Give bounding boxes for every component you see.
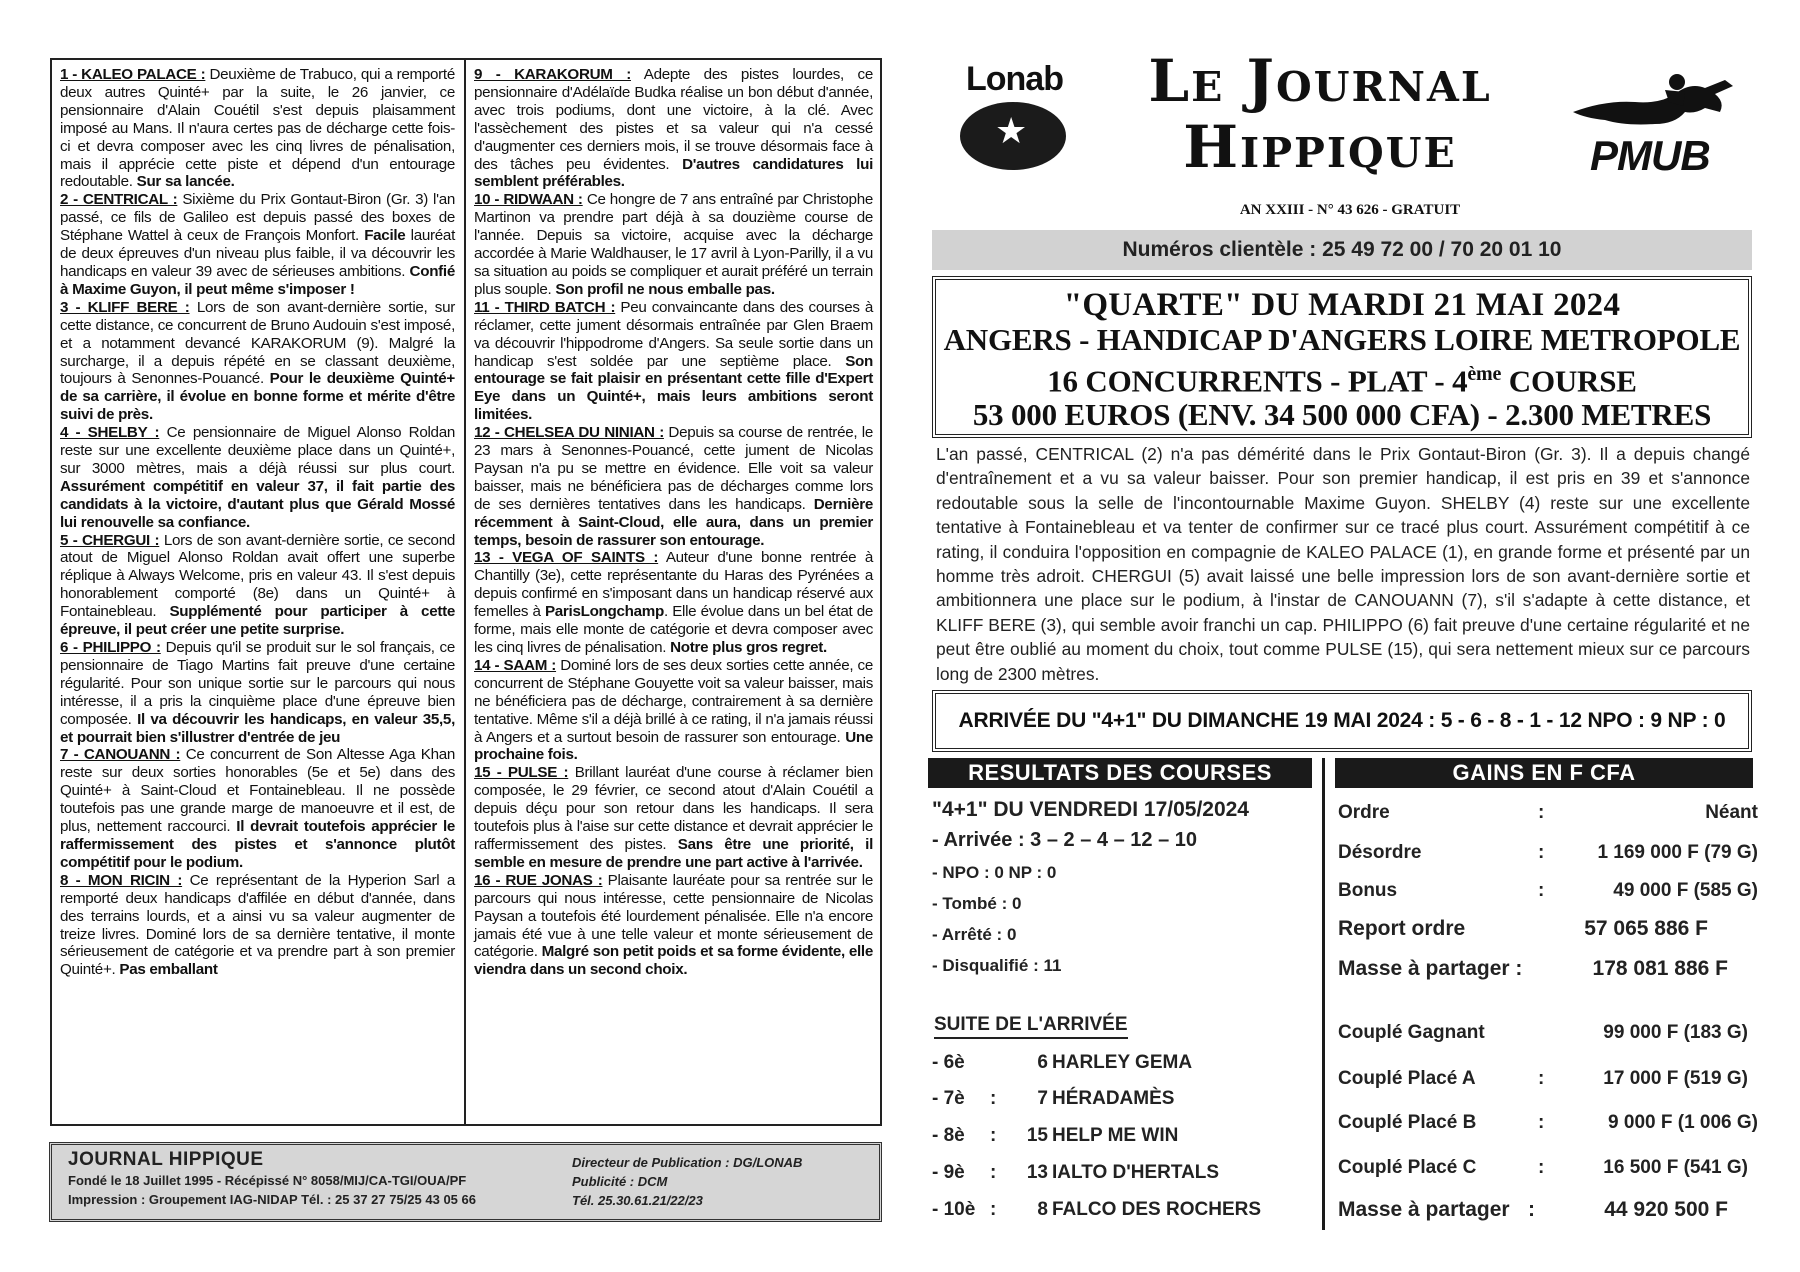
- gain-row-masse-couple: Masse à partager : 44 920 500 F: [1338, 1198, 1728, 1221]
- entry-pulse: 15 - PULSE : Brillant lauréat d'une course à réclamer bien composée, le 29 février, ce second atout d'Alain Couétil a depuis déçu pour son retour dans les handicaps. Il sera toutefois plus à l'aise sur cette distance et devrait apprécier le raffermissement des pistes. Sans être une priorité, il semble en mesure de prendre une part active à l'arrivée.: [474, 764, 873, 871]
- entry-mon-ricin: 8 - MON RICIN : Ce représentant de la Hyperion Sarl a remporté deux handicaps d'affilée en début d'année, dans des terrains lourds, et a ainsi vu sa valeur augmenter de treize livres. Dominé lors de sa dernière tentative, il monte sérieusement de catégorie et va prendre part à son premier Quinté+. Pas emballant: [60, 871, 456, 979]
- suite-row: - 8è : 15 HELP ME WIN: [932, 1125, 1179, 1146]
- footer-printing: Impression : Groupement IAG-NIDAP Tél. : 25 37 27 75/25 43 05 66: [68, 1192, 476, 1207]
- results-divider: [1322, 758, 1325, 1230]
- star-icon: ★: [995, 110, 1028, 151]
- journal-title-line-1: Le Journal: [1148, 47, 1492, 115]
- race-handicap: ANGERS - HANDICAP D'ANGERS LOIRE METROPOLE: [943, 322, 1741, 357]
- footer-left: [68, 1149, 538, 1209]
- results-block: [932, 796, 1312, 981]
- footer-phone: Tél. 25.30.61.21/22/23: [572, 1193, 703, 1208]
- suite-title: SUITE DE L'ARRIVÉE: [934, 1013, 1128, 1039]
- gain-row-report-ordre: Report ordre 57 065 886 F: [1338, 917, 1708, 940]
- suite-row: - 6è 6 HARLEY GEMA: [932, 1052, 1193, 1073]
- entry-rue-jonas: 16 - RUE JONAS : Plaisante lauréate pour sa rentrée sur le parcours qui nous intéresse, cette pensionnaire de Nicolas Paysan a toutefois été lourdement pénalisée. Elle n'a encore jamais été vue à une telle valeur et monte sérieusement de catégorie. Malgré son petit poids et sa forme évidente, elle viendra dans un second choix.: [474, 871, 874, 979]
- entry-canouann: 7 - CANOUANN : Ce concurrent de Son Altesse Aga Khan reste sur deux sorties honorables (5e et 5e) dans des Quinté+ à Saint-Cloud et Fontainebleau. Il ne possède toutefois pas une grande marge de manoeuvre et il est, de plus, nettement raccourci. Il devrait toutefois apprécier le raffermissement des pistes et s'annonce plutôt compétitif pour le podium.: [60, 746, 456, 871]
- footer-founded: Fondé le 18 Juillet 1995 - Récépissé N° 8058/MIJ/CA-TGI/OUA/PF: [68, 1173, 467, 1188]
- entry-vega-of-saints: 13 - VEGA OF SAINTS : Auteur d'une bonne rentrée à Chantilly (3e), cette représentante du Haras des Pyrénées a depuis confirmé en s'imposant dans un handicap réservé aux femelles à ParisLongchamp. Elle évolue dans un bel état de forme, mais elle monte de catégorie et devra composer avec les cinq livres de pénalisation. Notre plus gros regret.: [474, 549, 873, 656]
- entry-karakorum: 9 - KARAKORUM : Adepte des pistes lourdes, ce pensionnaire d'Adélaïde Budka réalise un bon début d'année, avec trois podiums, dont une victoire, à la clé. Avec l'assèchement des pistes et sa valeur qui n'a cessé d'augmenter ces derniers mois, il se trouve désormais face à des tâches peu évidentes. D'autres candidatures lui semblent préférables.: [474, 66, 873, 191]
- predictions-column-2: [474, 66, 873, 979]
- customer-numbers-bar: Numéros clientèle : 25 49 72 00 / 70 20 01 10: [932, 230, 1752, 270]
- entry-shelby: 4 - SHELBY : Ce pensionnaire de Miguel Alonso Roldan reste sur une excellente deuxième place dans un Quinté+, sur 3000 mètres, mais a déjà réussi sur plus court. Assurément compétitif en valeur 37, il fait partie des candidats à la victoire, d'autant plus que Gérald Mossé lui renouvelle sa confiance.: [60, 424, 455, 531]
- footer-title: JOURNAL HIPPIQUE: [68, 1149, 264, 1170]
- entry-philippo: 6 - PHILIPPO : Depuis qu'il se produit sur le sol français, ce pensionnaire de Tiago Martins fait preuve d'une certaine régularité. Pour son unique sortie sur le parcours qui nous intéresse, il a pris la cinquième place d'une épreuve bien composée. Il va découvrir les handicaps, en valeur 35,5, et pourrait bien s'illustrer d'entrée de jeu: [60, 639, 455, 746]
- footer-advertising: Publicité : DCM: [572, 1174, 668, 1189]
- gain-row-couple-place-a: Couplé Placé A : 17 000 F (519 G): [1338, 1068, 1748, 1089]
- gain-row-desordre: Désordre : 1 169 000 F (79 G): [1338, 842, 1758, 863]
- results-npo: - NPO : 0 NP : 0: [932, 863, 1057, 882]
- race-prize-distance: 53 000 EUROS (ENV. 34 500 000 CFA) - 2.300 METRES: [972, 397, 1712, 433]
- publication-footer: [49, 1142, 882, 1222]
- results-fallen: - Tombé : 0: [932, 894, 1022, 913]
- results-header: RESULTATS DES COURSES: [928, 758, 1312, 788]
- footer-director: Directeur de Publication : DG/LONAB: [572, 1155, 803, 1170]
- gain-row-couple-gagnant: Couplé Gagnant 99 000 F (183 G): [1338, 1022, 1748, 1043]
- race-competitors: 16 CONCURRENTS - PLAT - 4ème COURSE: [1047, 363, 1637, 399]
- gain-row-couple-place-b: Couplé Placé B : 9 000 F (1 006 G): [1338, 1112, 1758, 1133]
- journal-title: [1100, 48, 1540, 180]
- race-title: "QUARTE" DU MARDI 21 MAI 2024: [1063, 287, 1621, 323]
- entry-kliff-bere: 3 - KLIFF BERE : Lors de son avant-dernière sortie, sur cette distance, ce concurrent de Bruno Audouin s'est imposé, et a notamment devancé KARAKORUM (9). Malgré la surcharge, il a depuis répété en se classant deuxième, toujours à Senonnes-Pouancé. Pour le deuxième Quinté+ de sa carrière, il évolue en bonne forme et mérite d'être suivi de près.: [60, 298, 456, 424]
- gain-row-bonus: Bonus : 49 000 F (585 G): [1338, 880, 1758, 901]
- entry-kaleo-palace: 1 - KALEO PALACE : Deuxième de Trabuco, qui a remporté deux autres Quinté+ par la suite, le 26 janvier, ce pensionnaire d'Alain Couétil s'est depuis plaisamment imposé au Mans. Il n'aura certes pas de décharge cette fois-ci et devra composer avec les cinq livres de pénalisation, mais il apprécie cette piste et dépend d'un entourage redoutable. Sur sa lancée.: [60, 66, 455, 191]
- results-disqualified: - Disqualifié : 11: [932, 956, 1062, 975]
- results-title: "4+1" DU VENDREDI 17/05/2024: [932, 798, 1249, 821]
- results-stopped: - Arrêté : 0: [932, 925, 1017, 944]
- arrival-result-box: ARRIVÉE DU "4+1" DU DIMANCHE 19 MAI 2024 : 5 - 6 - 8 - 1 - 12 NPO : 9 NP : 0: [932, 690, 1752, 752]
- gain-row-masse: Masse à partager : 178 081 886 F: [1338, 957, 1728, 980]
- lonab-logo-text: Lonab: [966, 60, 1063, 98]
- suite-row: - 9è : 13 IALTO D'HERTALS: [932, 1162, 1220, 1183]
- results-arrival: - Arrivée : 3 – 2 – 4 – 12 – 10: [932, 829, 1197, 851]
- entry-chergui: 5 - CHERGUI : Lors de son avant-dernière sortie, ce second atout de Miguel Alonso Roldan avait offert une superbe réplique à Always Welcome, pris en valeur 43. Il s'est depuis honorablement comporté (8e) dans un Quinté+ à Fontainebleau. Supplémenté pour participer à cette épreuve, il peut créer une petite surprise.: [60, 531, 455, 639]
- suite-row: - 10è : 8 FALCO DES ROCHERS: [932, 1199, 1262, 1220]
- entry-centrical: 2 - CENTRICAL : Sixième du Prix Gontaut-Biron (Gr. 3) l'an passé, ce fils de Galileo est depuis passé des boxes de Stéphane Wattel à ceux de François Monfort. Facile lauréat de deux épreuves d'un niveau plus faible, il va découvrir les handicaps en valeur 39 avec de sérieuses ambitions. Confié à Maxime Guyon, il peut même s'imposer !: [60, 191, 455, 298]
- race-info-box: [932, 276, 1752, 438]
- issue-subtitle: AN XXIII - N° 43 626 - GRATUIT: [1239, 202, 1461, 218]
- footer-right: [572, 1153, 872, 1210]
- predictions-column-1: [60, 66, 455, 979]
- race-summary: L'an passé, CENTRICAL (2) n'a pas démérité dans le Prix Gontaut-Biron (Gr. 3). Il a depuis changé d'entraînement et a vu sa valeur baisser. Pour son premier handicap, il est pris en 39 et s'annonce redoutable sous la selle de l'incontournable Maxime Guyon. SHELBY (4) reste sur une excellente tentative à Fontainebleau et va tenter de confirmer sur ce tracé plus court. Assurément compétitif à ce rating, il conduira l'opposition en compagnie de KALEO PALACE (1), en grande forme et présenté par un homme très adroit. CHERGUI (5) avait laissé une belle impression lors de son avant-dernière sortie et ambitionnera une place sur le podium, à l'instar de CANOUANN (7), s'il s'adapte à cette distance, et KLIFF BERE (3), qui semble avoir franchi un cap. PHILIPPO (6) fait preuve d'une certaine régularité et ne peut être oublié au moment du choix, tout comme PULSE (15), qui sera nettement mieux sur ce parcours long de 2300 mètres.: [936, 444, 1750, 684]
- entry-third-batch: 11 - THIRD BATCH : Peu convaincante dans des courses à réclamer, cette jument désormais entraînée par Glen Braem va découvrir l'hippodrome d'Angers. Sa seule sortie dans un handicap s'est soldée par une septième place. Son entourage se fait plaisir en présentant cette fille d'Expert Eye dans un Quinté+, mais leurs ambitions seront limitées.: [474, 298, 873, 424]
- pmub-logo-text: PMUB: [1590, 132, 1710, 179]
- entry-ridwaan: 10 - RIDWAAN : Ce hongre de 7 ans entraîné par Christophe Martinon va prendre part déjà à sa douzième course de l'année. Depuis sa victoire, acquise avec la décharge accordée à Marie Waldhauser, le 17 avril à Lyon-Parilly, il a vu sa situation au poids se compliquer et aurait préféré un terrain plus souple. Son profil ne nous emballe pas.: [474, 191, 874, 298]
- gain-row-couple-place-c: Couplé Placé C : 16 500 F (541 G): [1338, 1157, 1748, 1178]
- entry-chelsea-du-ninian: 12 - CHELSEA DU NINIAN : Depuis sa course de rentrée, le 23 mars à Senonnes-Pouancé, cette jument de Nicolas Paysan n'a pu se mettre en évidence. Elle voit sa valeur baisser, mais ne bénéficiera pas de décharges comme lors de ses dernières tentatives dans les handicaps. Dernière récemment à Saint-Cloud, elle aura, dans un premier temps, besoin de rassurer son entourage.: [474, 424, 873, 549]
- entry-saam: 14 - SAAM : Dominé lors de ses deux sorties cette année, ce concurrent de Stéphane Gouyette voit sa valeur baisser, mais ne bénéficiera pas de décharge, contrairement à sa dernière tentative. Même s'il a déjà brillé à ce rating, il n'a jamais réussi à Angers et a surtout besoin de rassurer son entourage. Une prochaine fois.: [474, 656, 873, 764]
- column-divider: [464, 58, 466, 1126]
- suite-row: - 7è : 7 HÉRADAMÈS: [932, 1088, 1175, 1109]
- gains-header: GAINS EN F CFA: [1335, 758, 1753, 788]
- journal-title-line-2: Hippique: [1183, 113, 1457, 181]
- gain-row-ordre: Ordre : Néant: [1338, 802, 1758, 823]
